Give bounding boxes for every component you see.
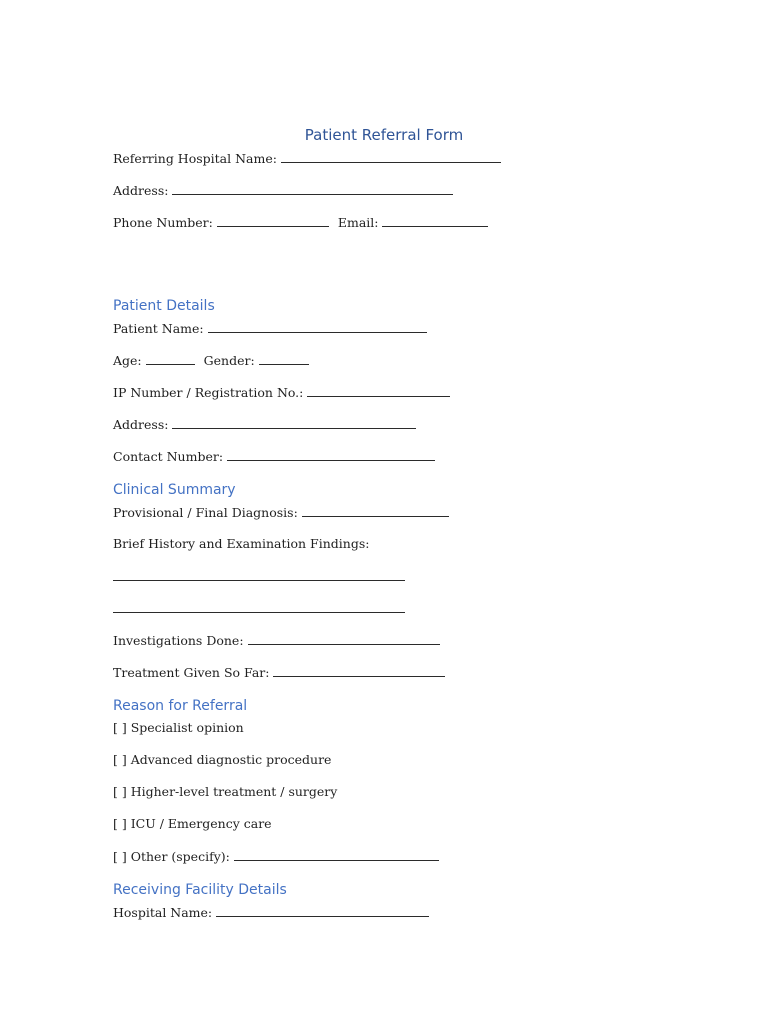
contact-number-field[interactable] — [227, 447, 435, 461]
email-field[interactable] — [382, 213, 488, 227]
patient-name-field[interactable] — [208, 319, 427, 333]
investigations-field[interactable] — [248, 631, 440, 645]
higher-level-treatment-checkbox[interactable]: [ ] — [113, 784, 127, 799]
diagnosis-field[interactable] — [302, 503, 449, 517]
investigations-row — [113, 631, 440, 650]
specialist-opinion-checkbox[interactable]: [ ] — [113, 720, 127, 735]
diagnosis-row — [113, 503, 449, 522]
history-blank-row-1 — [113, 567, 405, 581]
ip-number-row — [113, 383, 450, 402]
contact-number-label: Contact Number: — [113, 449, 224, 464]
referring-hospital-name-field[interactable] — [281, 149, 501, 163]
clinical-summary-heading: Clinical Summary — [113, 482, 236, 498]
history-blank-row-2 — [113, 599, 405, 613]
referring-hospital-name-label: Referring Hospital Name: — [113, 151, 277, 166]
patient-name-row — [113, 319, 427, 338]
diagnosis-label: Provisional / Final Diagnosis: — [113, 505, 298, 520]
treatment-field[interactable] — [273, 663, 445, 677]
receiving-hospital-name-field[interactable] — [216, 903, 429, 917]
reason-for-referral-heading: Reason for Referral — [113, 698, 248, 714]
other-label: Other (specify): — [130, 849, 230, 864]
form-title: Patient Referral Form — [304, 126, 464, 144]
age-gender-row — [113, 351, 309, 370]
treatment-label: Treatment Given So Far: — [113, 665, 270, 680]
icu-emergency-checkbox[interactable]: [ ] — [113, 816, 127, 831]
other-specify-field[interactable] — [234, 847, 439, 861]
email-label: Email: — [337, 215, 379, 230]
advanced-diagnostic-label: Advanced diagnostic procedure — [130, 752, 332, 767]
referral-option-icu — [113, 815, 272, 833]
patient-address-label: Address: — [113, 417, 169, 432]
referral-option-diagnostic — [113, 751, 331, 769]
referral-option-treatment — [113, 783, 337, 801]
patient-details-heading: Patient Details — [113, 298, 215, 314]
referring-hospital-name-row — [113, 149, 501, 168]
phone-field[interactable] — [217, 213, 329, 227]
history-field-line-1[interactable] — [113, 567, 405, 581]
referral-option-specialist — [113, 719, 244, 737]
history-label: Brief History and Examination Findings: — [113, 536, 370, 551]
phone-label: Phone Number: — [113, 215, 213, 230]
ip-number-field[interactable] — [307, 383, 450, 397]
investigations-label: Investigations Done: — [113, 633, 244, 648]
contact-number-row — [113, 447, 435, 466]
referring-address-field[interactable] — [172, 181, 453, 195]
ip-number-label: IP Number / Registration No.: — [113, 385, 304, 400]
referral-option-other — [113, 847, 439, 866]
gender-label: Gender: — [203, 353, 255, 368]
phone-email-row — [113, 213, 488, 232]
treatment-row — [113, 663, 445, 682]
receiving-hospital-name-label: Hospital Name: — [113, 905, 213, 920]
receiving-hospital-name-row — [113, 903, 429, 922]
history-field-line-2[interactable] — [113, 599, 405, 613]
history-row — [113, 535, 369, 553]
age-field[interactable] — [146, 351, 195, 365]
patient-name-label: Patient Name: — [113, 321, 204, 336]
gender-field[interactable] — [259, 351, 309, 365]
receiving-facility-heading: Receiving Facility Details — [113, 882, 287, 898]
higher-level-treatment-label: Higher-level treatment / surgery — [130, 784, 338, 799]
other-checkbox[interactable]: [ ] — [113, 849, 127, 864]
patient-address-field[interactable] — [172, 415, 416, 429]
advanced-diagnostic-checkbox[interactable]: [ ] — [113, 752, 127, 767]
specialist-opinion-label: Specialist opinion — [130, 720, 244, 735]
referring-address-label: Address: — [113, 183, 169, 198]
referring-address-row — [113, 181, 453, 200]
age-label: Age: — [113, 353, 142, 368]
icu-emergency-label: ICU / Emergency care — [130, 816, 272, 831]
patient-address-row — [113, 415, 416, 434]
